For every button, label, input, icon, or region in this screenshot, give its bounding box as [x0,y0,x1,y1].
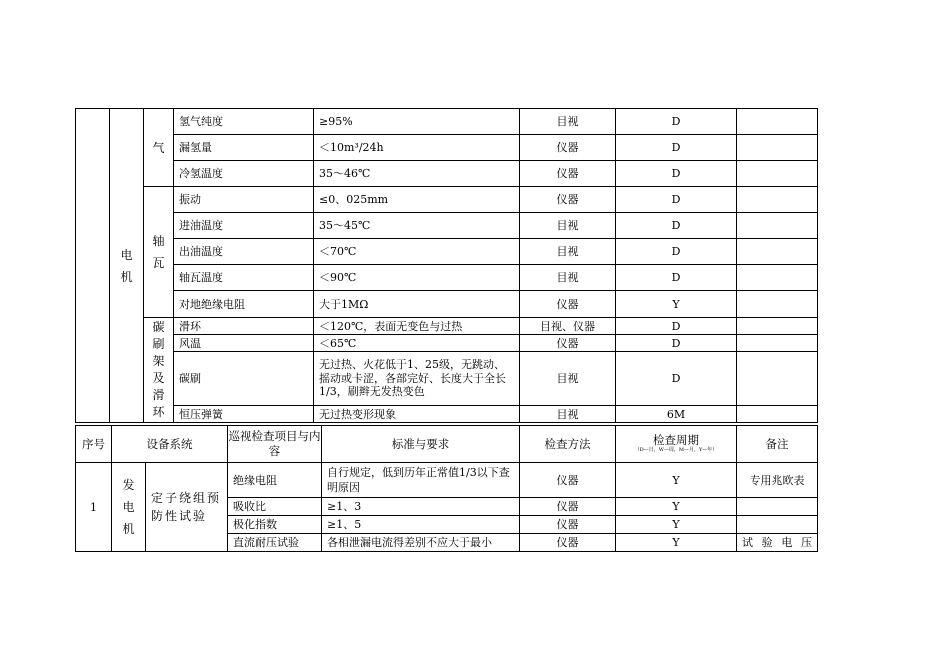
header-period-label: 检查周期 [653,433,699,447]
period-cell: D [616,335,737,352]
standard-cell: ≤0、025mm [314,187,520,213]
method-cell: 仪器 [520,498,616,516]
note-cell [737,318,818,335]
period-cell: D [616,135,737,161]
standard-cell: ＜120℃，表面无变色与过热 [314,318,520,335]
header-system: 设备系统 [112,426,228,463]
note-cell [737,498,818,516]
note-cell: 试验电压 [737,534,818,552]
inspection-table-generator-upper [75,108,818,423]
header-period [616,426,737,463]
standard-cell: 无过热变形现象 [314,406,520,423]
period-cell: D [616,161,737,187]
item-cell: 对地绝缘电阻 [174,291,314,318]
blank-column [76,109,110,423]
note-cell [737,516,818,534]
standard-cell: 各相泄漏电流得差别不应大于最小 [322,534,520,552]
item-cell: 漏氢量 [174,135,314,161]
group-label-gas: 气 [144,109,174,187]
group-label-bearing: 轴瓦 [144,187,174,318]
note-cell [737,335,818,352]
standard-cell: 35～46℃ [314,161,520,187]
method-cell: 目视 [520,109,616,135]
note-cell [737,291,818,318]
subsystem-cell: 定子绕组预防性试验 [146,463,228,552]
item-cell: 冷氢温度 [174,161,314,187]
note-cell [737,406,818,423]
period-cell: Y [616,534,737,552]
system-label: 电机 [110,109,144,423]
note-cell [737,265,818,291]
standard-cell: ＜90℃ [314,265,520,291]
note-cell [737,213,818,239]
method-cell: 目视 [520,265,616,291]
note-cell [737,161,818,187]
standard-cell: 35～45℃ [314,213,520,239]
item-cell: 氢气纯度 [174,109,314,135]
header-standard: 标准与要求 [322,426,520,463]
item-cell: 滑环 [174,318,314,335]
item-cell: 极化指数 [228,516,322,534]
period-cell: Y [616,291,737,318]
method-cell: 仪器 [520,187,616,213]
method-cell: 仪器 [520,161,616,187]
standard-cell: ＜70℃ [314,239,520,265]
method-cell: 目视 [520,239,616,265]
standard-cell: ＜65℃ [314,335,520,352]
period-cell: D [616,265,737,291]
method-cell: 目视 [520,213,616,239]
system-cell: 发电机 [112,463,146,552]
note-cell [737,187,818,213]
method-cell: 仪器 [520,534,616,552]
note-cell [737,352,818,406]
header-note: 备注 [737,426,818,463]
header-item: 巡视检查项目与内容 [228,426,322,463]
period-cell: D [616,187,737,213]
method-cell: 仪器 [520,135,616,161]
period-cell: 6M [616,406,737,423]
item-cell: 出油温度 [174,239,314,265]
header-serial-no: 序号 [76,426,112,463]
inspection-table-generator-tests [75,425,818,552]
standard-cell: ≥95% [314,109,520,135]
standard-cell: 无过热、火花低于1、25级，无跳动、摇动或卡涩，各部完好、长度大于全长1/3，刷辫无发热变色 [314,352,520,406]
period-cell: D [616,352,737,406]
note-cell [737,239,818,265]
period-cell: Y [616,498,737,516]
period-cell: Y [616,516,737,534]
serial-no-cell: 1 [76,463,112,552]
group-label-brush-holder: 碳刷架及滑环 [144,318,174,423]
period-cell: Y [616,463,737,498]
standard-cell: ≥1、5 [322,516,520,534]
period-cell: D [616,318,737,335]
item-cell: 振动 [174,187,314,213]
period-cell: D [616,213,737,239]
header-period-legend: （D—日，W—周，M—月，Y—年） [634,447,718,453]
method-cell: 目视 [520,352,616,406]
standard-cell: ＜10m³/24h [314,135,520,161]
item-cell: 风温 [174,335,314,352]
item-cell: 吸收比 [228,498,322,516]
note-cell: 专用兆欧表 [737,463,818,498]
item-cell: 直流耐压试验 [228,534,322,552]
method-cell: 仪器 [520,463,616,498]
item-cell: 进油温度 [174,213,314,239]
method-cell: 仪器 [520,291,616,318]
note-cell [737,109,818,135]
item-cell: 恒压弹簧 [174,406,314,423]
item-cell: 轴瓦温度 [174,265,314,291]
header-method: 检查方法 [520,426,616,463]
standard-cell: ≥1、3 [322,498,520,516]
note-cell [737,135,818,161]
method-cell: 仪器 [520,335,616,352]
item-cell: 绝缘电阻 [228,463,322,498]
method-cell: 仪器 [520,516,616,534]
standard-cell: 自行规定，低到历年正常值1/3以下查明原因 [322,463,520,498]
standard-cell: 大于1MΩ [314,291,520,318]
item-cell: 碳刷 [174,352,314,406]
method-cell: 目视、仪器 [520,318,616,335]
period-cell: D [616,239,737,265]
period-cell: D [616,109,737,135]
method-cell: 目视 [520,406,616,423]
